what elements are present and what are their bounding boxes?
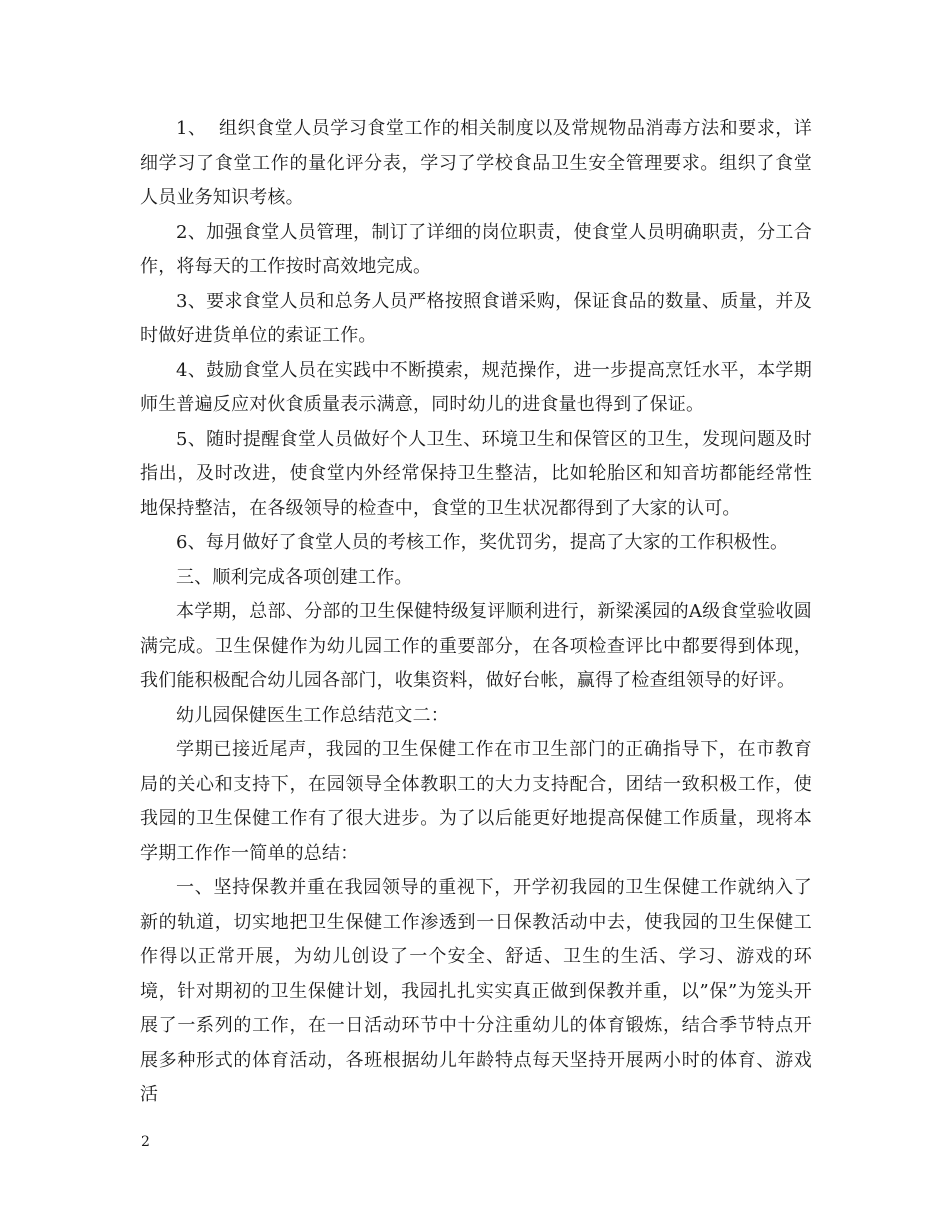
paragraph-term-summary-intro: 学期已接近尾声，我园的卫生保健工作在市卫生部门的正确指导下，在市教育局的关心和支持下，在园领导全体教职工的大力支持配合，团结一致积极工作，使我园的卫生保健工作有了很大进步。为了以后能更好地提高保健工作质量，现将本学期工作作一简单的总结： — [140, 739, 812, 864]
paragraph-canteen-training: 1、 组织食堂人员学习食堂工作的相关制度以及常规物品消毒方法和要求，详细学习了食堂工作的量化评分表，学习了学校食品卫生安全管理要求。组织了食堂人员业务知识考核。 — [140, 118, 812, 208]
paragraph-cooking-quality: 4、鼓励食堂人员在实践中不断摸索，规范操作，进一步提高烹饪水平，本学期师生普遍反应对伙食质量表示满意，同时幼儿的进食量也得到了保证。 — [140, 359, 812, 415]
article-heading-sample-two: 幼儿园保健医生工作总结范文二： — [176, 704, 449, 726]
paragraph-care-and-education: 一、坚持保教并重在我园领导的重视下，开学初我园的卫生保健工作就纳入了新的轨道，切实地把卫生保健工作渗透到一日保教活动中去，使我园的卫生保健工作得以正常开展，为幼儿创设了一个安全、舒适、卫生的生活、学习、游戏的环境，针对期初的卫生保健计划，我园扎扎实实真正做到保教并重，以”保”为笼头开展了一系列的工作，在一日活动环节中十分注重幼儿的体育锻炼，结合季节特点开展多种形式的体育活动，各班根据幼儿年龄特点每天坚持开展两小时的体育、游戏活 — [140, 877, 812, 1105]
paragraph-health-review: 本学期，总部、分部的卫生保健特级复评顺利进行，新梁溪园的A级食堂验收圆满完成。卫生保健作为幼儿园工作的重要部分，在各项检查评比中都要得到体现，我们能积极配合幼儿园各部门，收集资料，做好台帐，赢得了检查组领导的好评。 — [140, 601, 812, 691]
paragraph-monthly-assessment: 6、每月做好了食堂人员的考核工作，奖优罚劣，提高了大家的工作积极性。 — [176, 532, 789, 553]
paragraph-procurement: 3、要求食堂人员和总务人员严格按照食谱采购，保证食品的数量、质量，并及时做好进货单位的索证工作。 — [140, 290, 812, 346]
section-heading-creation-work: 三、顺利完成各项创建工作。 — [176, 566, 413, 588]
paragraph-hygiene-reminder: 5、随时提醒食堂人员做好个人卫生、环境卫生和保管区的卫生，发现问题及时指出，及时改进，使食堂内外经常保持卫生整洁，比如轮胎区和知音坊都能经常性地保持整洁，在各级领导的检查中，食堂的卫生状况都得到了大家的认可。 — [140, 428, 812, 519]
document-body — [140, 112, 812, 1113]
paragraph-staff-management: 2、加强食堂人员管理，制订了详细的岗位职责，使食堂人员明确职责，分工合作，将每天的工作按时高效地完成。 — [140, 221, 812, 277]
page-number: 2 — [141, 1134, 150, 1150]
